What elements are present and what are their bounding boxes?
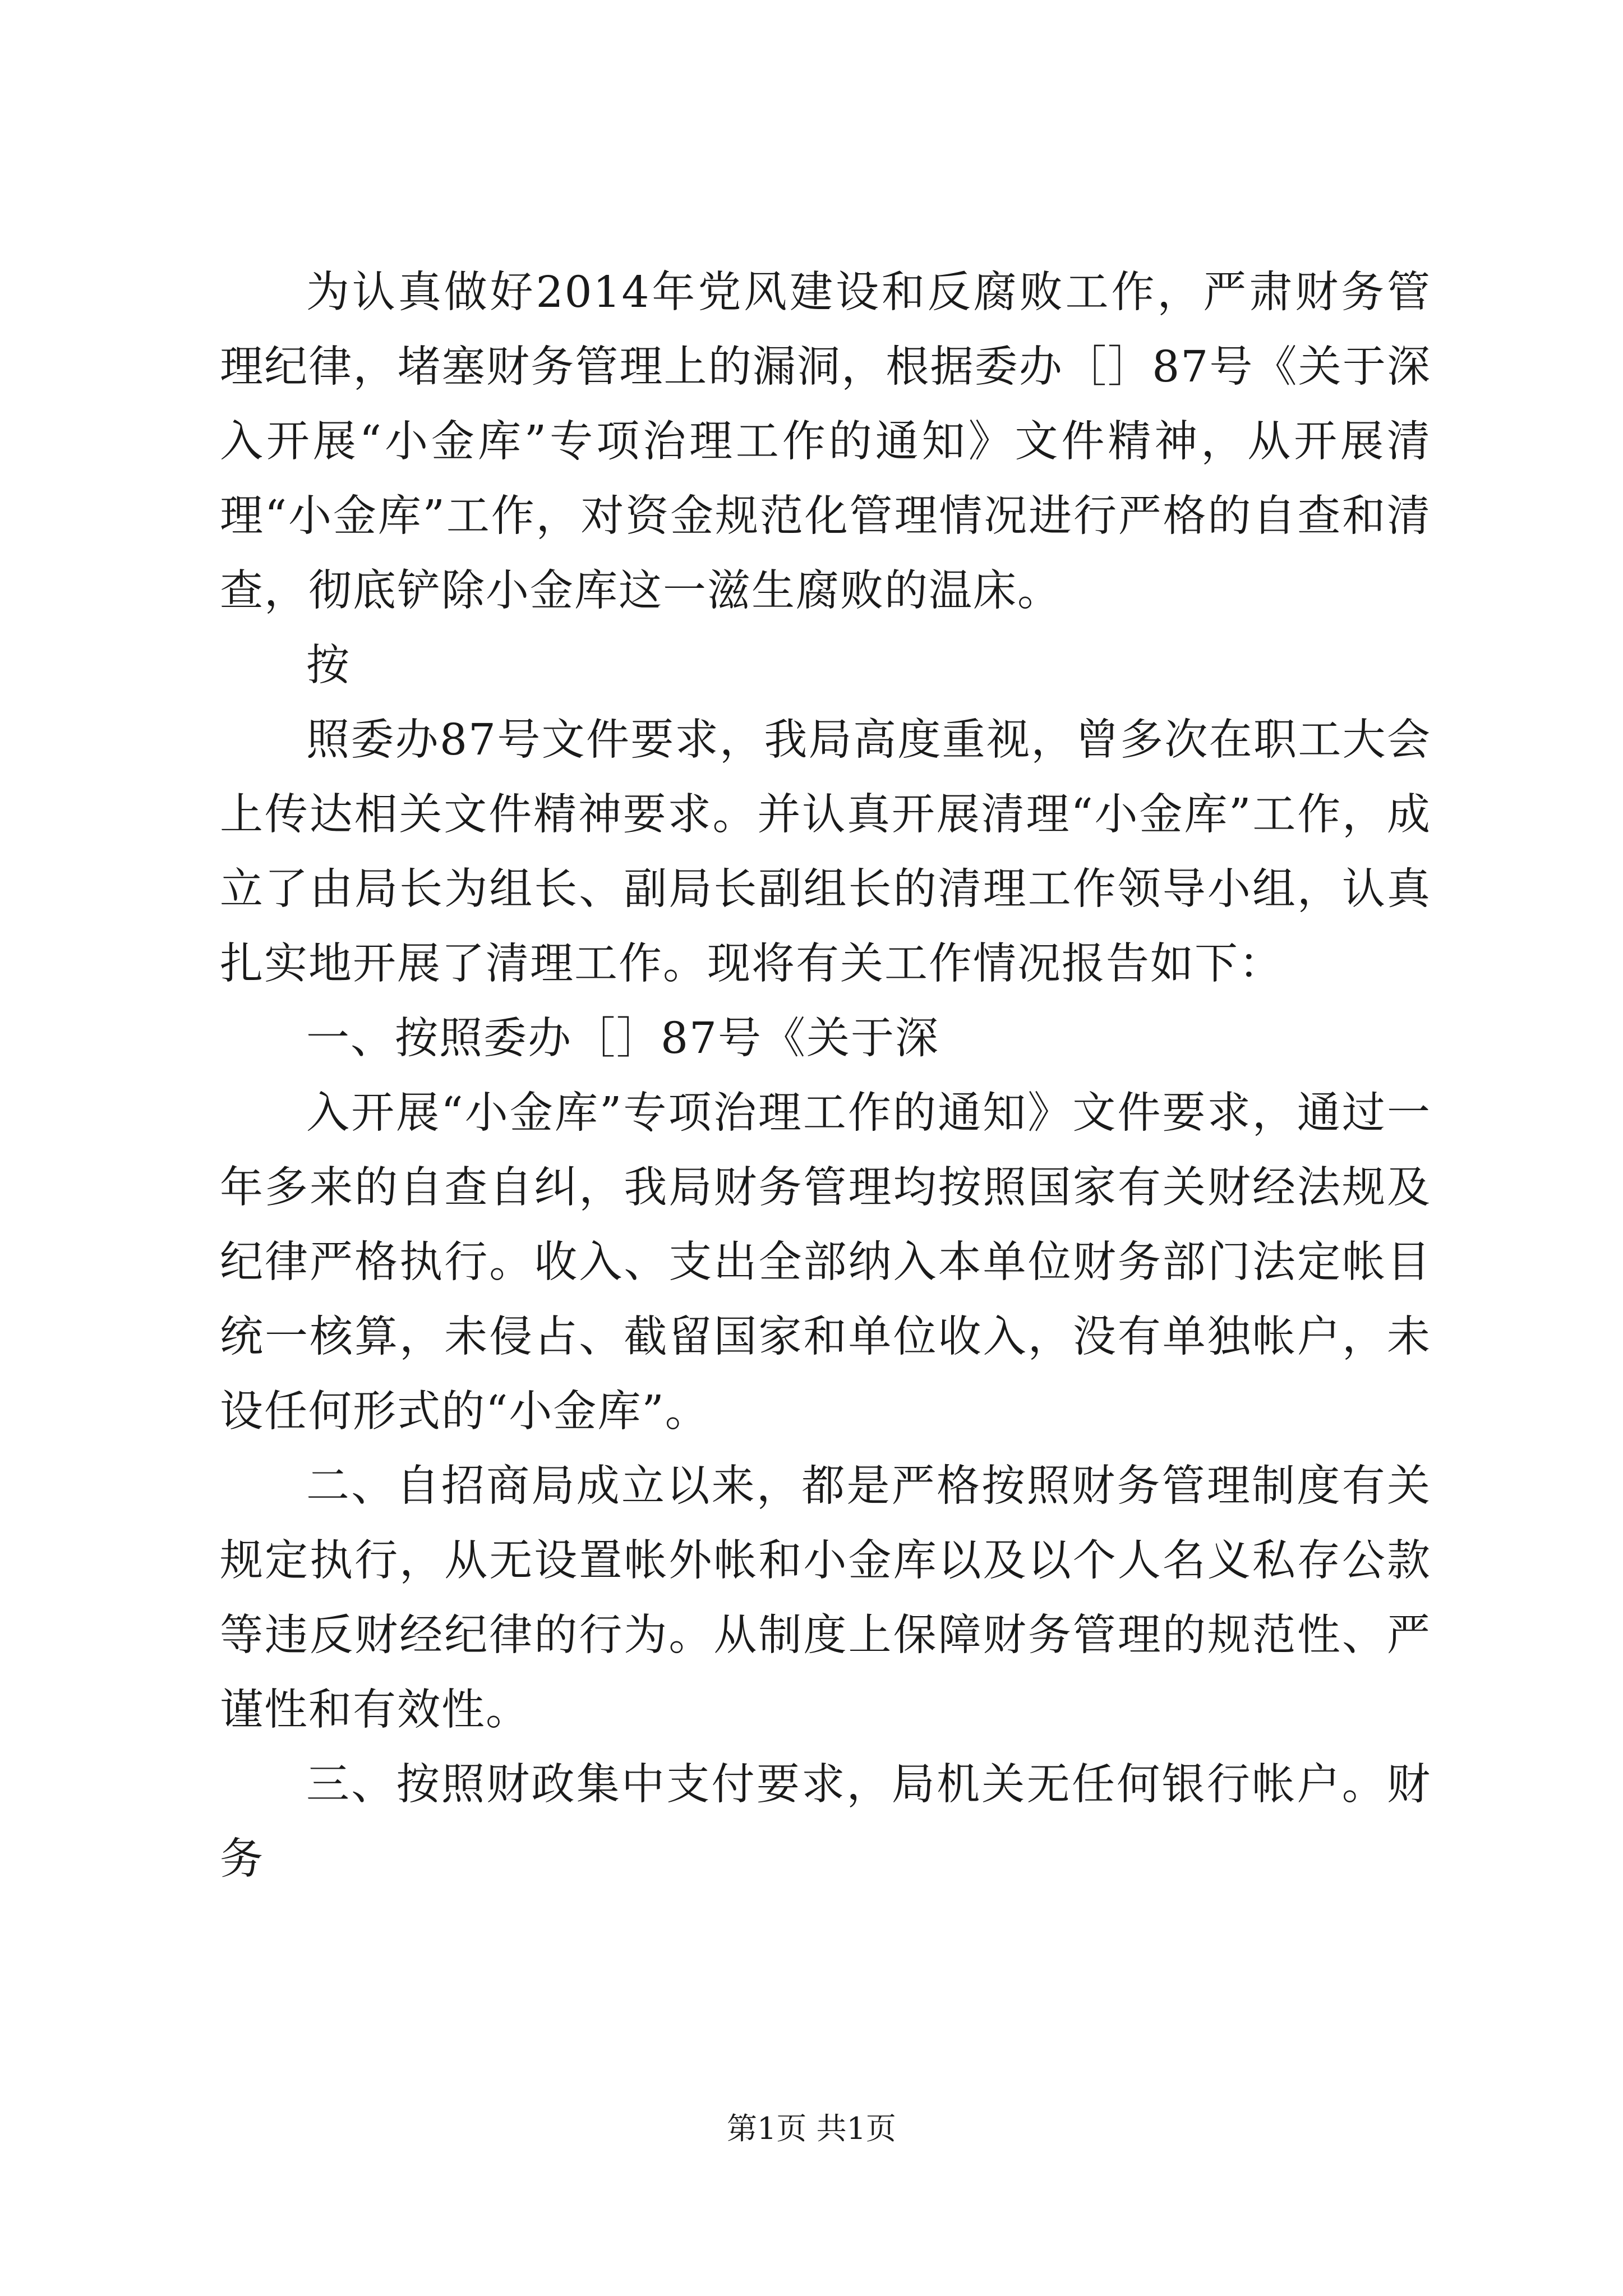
page-number-label: 第1页 共1页 (727, 2111, 896, 2146)
paragraph-an: 按 (306, 641, 351, 691)
paragraph-intro: 为认真做好2014年党风建设和反腐败工作，严肃财务管理纪律，堵塞财务管理上的漏洞，根据委办［］87号《关于深入开展“小金库”专项治理工作的通知》文件精神，从开展清理“小金库”工作，对资金规范化管理情况进行严格的自查和清查，彻底铲除小金库这一滋生腐败的温床。 (220, 268, 1431, 616)
paragraph-section-one-body: 入开展“小金库”专项治理工作的通知》文件要求，通过一年多来的自查自纠，我局财务管理均按照国家有关财经法规及纪律严格执行。收入、支出全部纳入本单位财务部门法定帐目统一核算，未侵占、截留国家和单位收入，没有单独帐户，未设任何形式的“小金库”。 (220, 1088, 1431, 1437)
paragraph-section-three: 三、按照财政集中支付要求，局机关无任何银行帐户。财务 (220, 1760, 1431, 1884)
paragraph-section-two: 二、自招商局成立以来，都是严格按照财务管理制度有关规定执行，从无设置帐外帐和小金库以及以个人名义私存公款等违反财经纪律的行为。从制度上保障财务管理的规范性、严谨性和有效性。 (220, 1461, 1431, 1735)
paragraph-requirements: 照委办87号文件要求，我局高度重视，曾多次在职工大会上传达相关文件精神要求。并认真开展清理“小金库”工作，成立了由局长为组长、副局长副组长的清理工作领导小组，认真扎实地开展了清理工作。现将有关工作情况报告如下： (220, 715, 1431, 989)
document-body (220, 255, 1431, 1897)
paragraph-section-one-heading: 一、按照委办［］87号《关于深 (306, 1014, 939, 1064)
page-footer (0, 2109, 1623, 2148)
